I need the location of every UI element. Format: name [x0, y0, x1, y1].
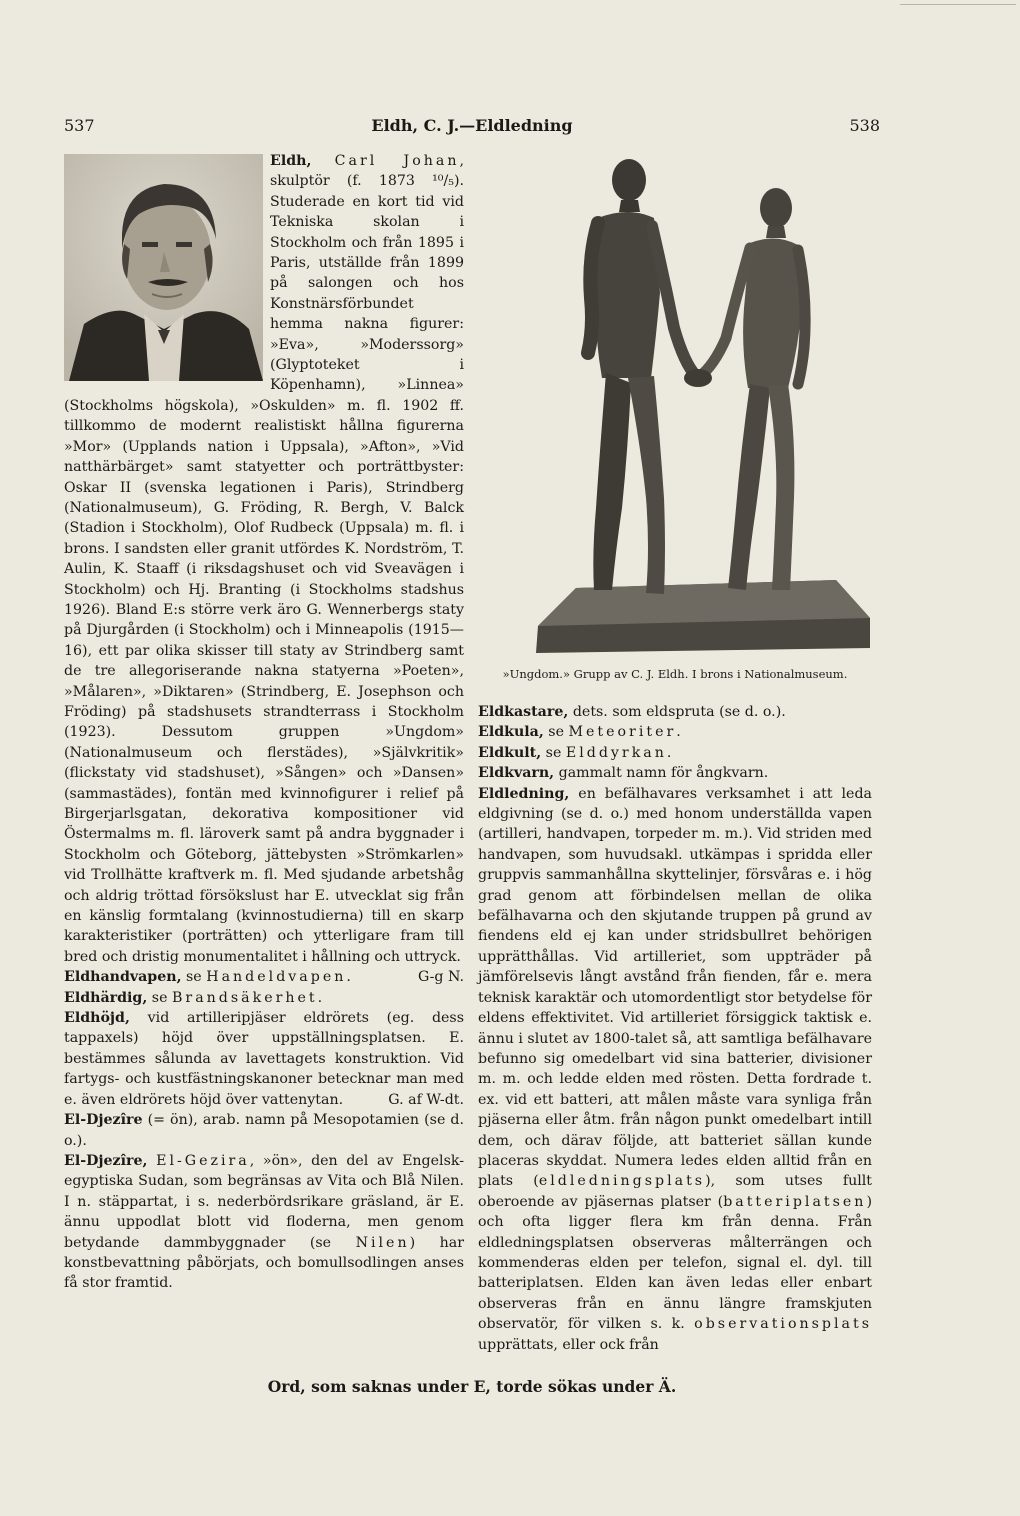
entry-name: Carl Johan	[334, 153, 460, 169]
entry-text: en befälhavares verksamhet i att leda eldgivning (se d. o.) med honom underställda vapen (artilleri, handvapen, torpeder m. m.). Vid striden med handvapen, som huvudsakl. utkämpas i spridda eller gruppvis sammanhållna skyttelinjer, försvåras e. i hög grad genom att förbindelsen mellan de olika befälhavarna och den skjutande truppen på grund av fiendens eld ej kan under stridsbullret behörigen upprätthållas. Vid artilleriet, som uppträder på jämförelsevis långt avstånd från fienden, får e. mera teknisk karaktär och utomordentligt stor betydelse för eldens effektivitet. Vid artilleriet försiggick taktisk e. ännu i slutet av 1800-talet så, att samtliga befälhavare befunno sig omedelbart vid sina batterier, divisioner m. m. och ledde elden med rösten. Detta fordrade t. ex. vid ett batteri, att målen måste vara synliga från pjäserna eller åtm. från någon punkt omedelbart intill dem, och därav följde, att batteriet sällan kunde placeras skyddat. Numera ledes elden alltid från en plats (	[478, 785, 873, 1190]
entry-eldkula	[478, 722, 872, 742]
entry-ref: Nilen	[355, 1234, 410, 1251]
entry-head: Eldhöjd,	[64, 1010, 130, 1027]
entry-text: gammalt namn för ångkvarn.	[554, 765, 769, 782]
entry-eldhandvapen	[64, 967, 464, 987]
entry-alt-name: El-Gezira	[156, 1152, 250, 1169]
entry-text-2: ), som utses fullt oberoende av pjäsernas platser (	[478, 1173, 873, 1210]
right-column	[478, 702, 872, 1355]
entry-text-3: ) och ofta ligger flera km från denna. Från eldledningsplatsen observeras målterrängen och kommenderas elden per telefon, signal el. dyl. till batteriplatsen. Elden kan även ledas eller enbart observeras från en ännu längre framskjuten observatör, för vilken s. k.	[478, 1193, 872, 1333]
running-title: Eldh, C. J.—Eldledning	[371, 116, 573, 135]
entry-head: Eldledning,	[478, 785, 570, 802]
entry-ref: eldledningsplats	[538, 1173, 706, 1190]
entry-text-4: upprättats, eller ock från	[478, 1336, 659, 1353]
entry-punct: .	[317, 989, 323, 1006]
entry-eldkult	[478, 743, 872, 763]
entry-head: El-Djezîre,	[64, 1152, 148, 1169]
entry-eldledning	[478, 784, 872, 1355]
entry-text: se	[181, 969, 207, 986]
entry-head: El-Djezîre	[64, 1112, 143, 1129]
page-number-left: 537	[64, 116, 95, 135]
entry-text: vid artilleripjäser eldrörets (eg. dess tappaxels) höjd över uppställningsplatsen. E. bestämmes sålunda av lavettagets konstruktion. Vid fartygs- och kustfästningskanoner betecknar man med e. även eldrörets höjd över vattenytan.	[64, 1010, 464, 1108]
entry-head: Eldhärdig,	[64, 989, 148, 1006]
footer-note: Ord, som saknas under E, torde sökas under Ä.	[267, 1377, 677, 1396]
entry-head: Eldkula,	[478, 724, 544, 741]
entry-eldkvarn	[478, 763, 872, 783]
entry-eldkastare	[478, 702, 872, 722]
left-column	[64, 151, 464, 1294]
entry-ref: observationsplats	[694, 1316, 872, 1333]
page-number-right: 538	[849, 116, 880, 135]
entry-text: se	[147, 989, 172, 1006]
entry-text: dets. som eldspruta (se d. o.).	[568, 704, 786, 720]
entry-el-djezire-1	[64, 1110, 464, 1151]
entry-ref: Brandsäkerhet	[171, 989, 318, 1006]
signature: G. af W-dt.	[388, 1091, 464, 1108]
entry-eldhojd	[64, 1008, 464, 1110]
entry-head: Eldkult,	[478, 744, 542, 761]
entry-ref: Handeldvapen	[206, 969, 347, 986]
entry-punct: .	[666, 744, 672, 761]
entry-text: (= ön), arab. namn på Mesopotamien (se d. o.).	[64, 1112, 464, 1149]
entry-ref: Meteoriter	[568, 724, 677, 741]
entry-head: Eldkastare,	[478, 704, 569, 720]
entry-head: Eldkvarn,	[478, 765, 555, 782]
signature: G-g N.	[418, 969, 464, 986]
entry-el-djezire-2	[64, 1151, 464, 1294]
sculpture-photo	[536, 148, 872, 660]
entry-punct: .	[676, 724, 681, 741]
entry-text: , »ön», den del av Engelsk-egyptiska Sudan, som begränsas av Vita och Blå Nilen. I n. stäppartat, i s. nederbördsrikare gräsland, är E. ännu uppodlat blott vid floderna, men genom betydande dammbyggnader (se	[64, 1152, 464, 1251]
entry-ref: Elddyrkan	[565, 744, 667, 761]
entry-text-2: ) har konstbevattning påbörjats, och bomullsodlingen anses få stor framtid.	[64, 1234, 464, 1292]
entry-head: Eldh,	[270, 153, 312, 169]
entry-text: , skulptör (f. 1873 ¹⁰/₅). Studerade en kort tid vid Tekniska skolan i Stockholm och från 1895 i Paris, utställde från 1899 på salongen och hos Konstnärsförbundet hemma nakna figurer: »Eva», »Moderssorg» (Glyptoteket i Köpenhamn), »Linnea» (Stockholms högskola), »Oskulden» m. fl. 1902 ff. tillkommo de modernt realistiskt hållna figurerna »Mor» (Upplands nation i Uppsala), »Afton», »Vid natthärbärget» samt statyetter och porträttbyster: Oskar II (svenska legationen i Paris), Strindberg (Nationalmuseum), G. Fröding, R. Bergh, V. Balck (Stadion i Stockholm), Olof Rudbeck (Uppsala) m. fl. i brons. I sandsten eller granit utfördes K. Nordström, T. Aulin, K. Staaff (i riksdagshuset och vid Sveavägen i Stockholm) och Hj. Branting (i Stockholms stadshus 1926). Bland E:s större verk äro G. Wennerbergs staty på Djurgården (i Stockholm) och i Minneapolis (1915—16), ett par olika skisser till staty av Strindberg samt de tre allegoriserande nakna statyerna »Poeten», »Målaren», »Diktaren» (Strindberg, E. Josephson och Fröding) på stadshusets strandterrass i Stockholm (1923). Dessutom gruppen »Ungdom» (Nationalmuseum och flerstädes), »Självkritik» (flickstaty vid stadshuset), »Sången» och »Dansen» (sammastädes), fontän med kvinnofigurer i relief på Birgerjarlsgatan, dekorativa kompositioner vid Östermalms m. fl. läroverk samt på andra byggnader i Stockholm och Göteborg, jättebysten »Strömkarlen» vid Trollhätte kraftverk m. fl. Med sjudande arbetshåg och aldrig tröttad försökslust har E. utvecklat sig från en känslig formtalang (kvinnostudierna) till en skarp karakteristiker (porträtten) och ytterligare fram till bred och dristig monumentalitet i hållning och uttryck.	[64, 153, 464, 965]
entry-text: se	[543, 724, 569, 741]
entry-eldhardig	[64, 988, 464, 1008]
portrait-photo	[64, 154, 263, 381]
entry-punct: .	[346, 969, 351, 986]
page-header	[64, 114, 880, 138]
top-edge-line	[900, 4, 1016, 6]
figure-caption: »Ungdom.» Grupp av C. J. Eldh. I brons i Nationalmuseum.	[502, 667, 848, 681]
entry-head: Eldhandvapen,	[64, 969, 182, 986]
entry-text: se	[541, 744, 566, 761]
entry-ref: batteriplatsen	[723, 1193, 867, 1210]
